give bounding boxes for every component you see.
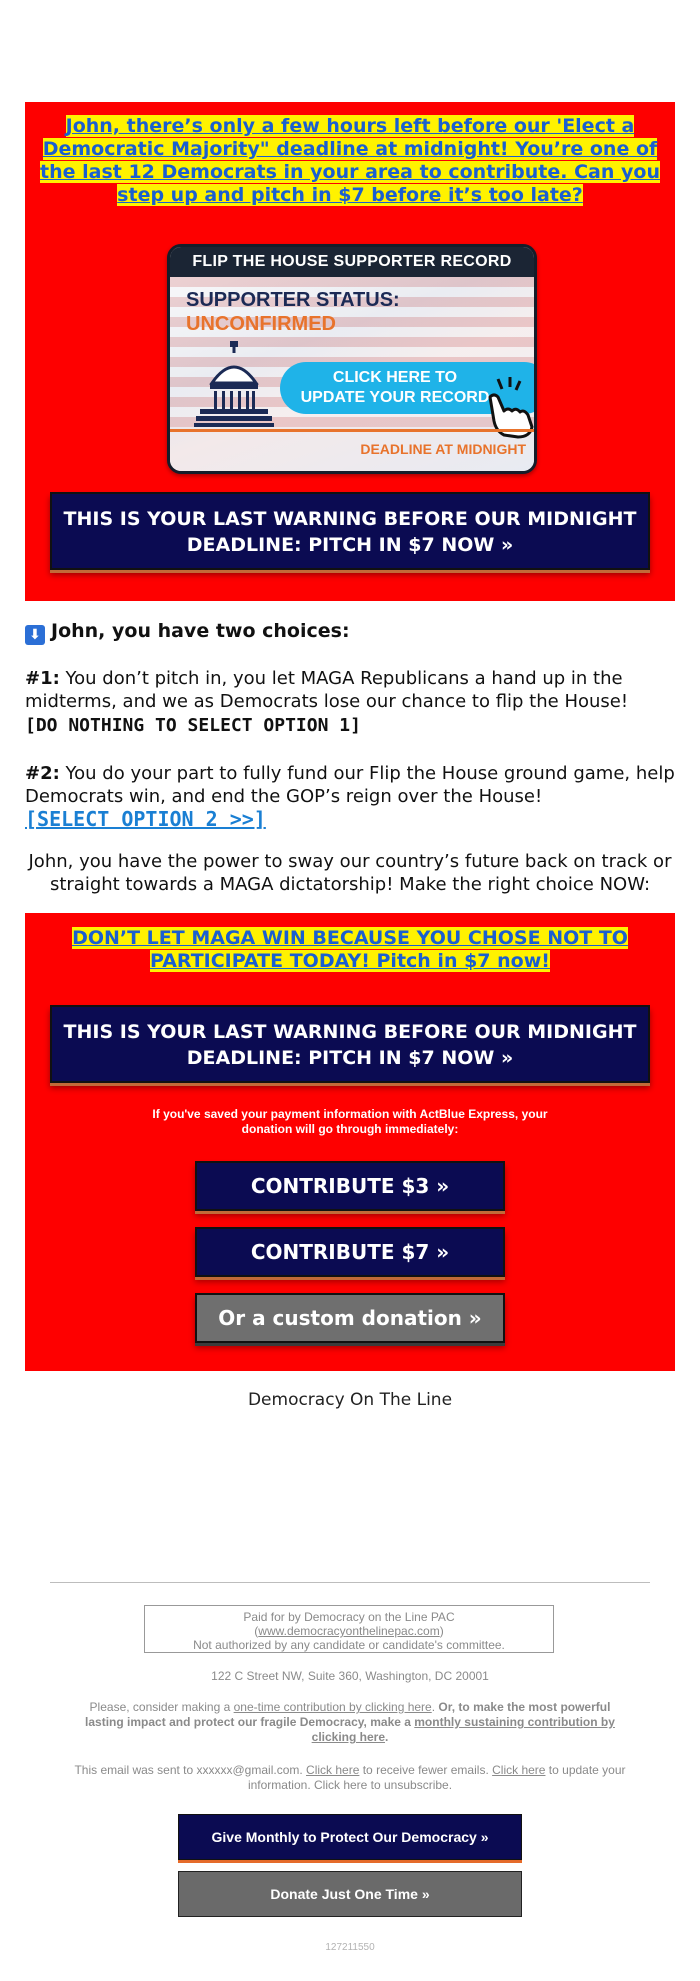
paid-line1: Paid for by Democracy on the Line PAC [243, 1610, 455, 1624]
paid-open: ( [254, 1624, 259, 1638]
warning-line1: THIS IS YOUR LAST WARNING BEFORE OUR MIDNIGHT [63, 508, 637, 530]
option-2-label: #2: [25, 763, 60, 784]
custom-donation-button[interactable]: Or a custom donation » [195, 1293, 505, 1343]
note-line2: donation will go through immediately: [241, 1122, 459, 1136]
hero-headline-link[interactable] [40, 115, 660, 207]
cta-line2: UPDATE YOUR RECORD [300, 389, 490, 406]
bottom-headline-text[interactable]: DON’T LET MAGA WIN BECAUSE YOU CHOSE NOT TO PARTICIPATE TODAY! Pitch in $7 now! [72, 927, 628, 972]
give-monthly-button[interactable]: Give Monthly to Protect Our Democracy » [178, 1814, 522, 1860]
card-body [170, 277, 534, 471]
supporter-status-label: SUPPORTER STATUS: [186, 289, 400, 311]
update-info-link[interactable]: Click here [492, 1763, 546, 1777]
option-1-body: You don’t pitch in, you let MAGA Republicans a hand up in the midterms, and we as Democrats lose our chance to flip the House! [25, 668, 629, 712]
option-1-select: [DO NOTHING TO SELECT OPTION 1] [25, 715, 361, 736]
option-2-text [25, 762, 675, 808]
donation-panel [25, 913, 675, 1371]
one-time-contribution-link[interactable]: one-time contribution by clicking here [233, 1700, 432, 1714]
mailing-address: 122 C Street NW, Suite 360, Washington, DC 20001 [211, 1669, 489, 1683]
card-header: FLIP THE HOUSE SUPPORTER RECORD [170, 247, 534, 277]
consider-text [70, 1700, 630, 1745]
pac-website-link[interactable]: www.democracyonthelinepac.com [258, 1624, 440, 1638]
hero-headline-text[interactable]: John, there’s only a few hours left before our 'Elect a Democratic Majority" deadline at midnight! You’re one of the last 12 Democrats in your area to contribute. Can you step up and pitch in $7 before it’s too late? [40, 115, 660, 206]
warning-line2-bottom: DEADLINE: PITCH IN $7 NOW » [186, 1047, 514, 1069]
contribute-7-button[interactable]: CONTRIBUTE $7 » [195, 1227, 505, 1277]
note-line1: If you've saved your payment information with ActBlue Express, your [152, 1107, 548, 1121]
last-warning-button-top[interactable] [50, 492, 650, 570]
warning-line2: DEADLINE: PITCH IN $7 NOW » [186, 534, 514, 556]
capitol-icon [194, 341, 274, 429]
actblue-note [25, 1107, 675, 1137]
bottom-headline-link[interactable] [65, 927, 635, 973]
monthly-contribution-link[interactable]: monthly sustaining contribution by clicking here [311, 1715, 615, 1744]
card-divider [170, 429, 534, 432]
choices-title-text: John, you have two choices: [51, 620, 350, 642]
consider-bold: Or, to make the most powerful lasting impact and protect our fragile Democracy, make a [85, 1700, 611, 1729]
option-1-label: #1: [25, 668, 60, 689]
select-option-2-link[interactable]: [SELECT OPTION 2 >>] [25, 807, 266, 831]
paid-close: ) [439, 1624, 444, 1638]
footer-divider [50, 1582, 650, 1583]
contribute-3-button[interactable]: CONTRIBUTE $3 » [195, 1161, 505, 1211]
sent-1: This email was sent to xxxxxx@gmail.com. [74, 1763, 307, 1777]
fewer-emails-link[interactable]: Click here [306, 1763, 360, 1777]
sent-to-text [70, 1763, 630, 1793]
option-2-body: You do your part to fully fund our Flip the House ground game, help Democrats win, and end the GOP’s reign over the House! [25, 763, 675, 807]
down-arrow-icon: ⬇ [25, 625, 45, 645]
sent-3: to update your information. Click here to unsubscribe. [247, 1763, 626, 1792]
consider-1: Please, consider making a [89, 1700, 234, 1714]
supporter-status-value: UNCONFIRMED [186, 313, 336, 335]
donate-once-button[interactable]: Donate Just One Time » [178, 1871, 522, 1917]
warning-line1-bottom: THIS IS YOUR LAST WARNING BEFORE OUR MIDNIGHT [63, 1021, 637, 1043]
deadline-text: DEADLINE AT MIDNIGHT [360, 441, 526, 457]
supporter-record-card[interactable] [167, 244, 537, 474]
email-code: 127211550 [325, 1942, 375, 1953]
consider-2: . [431, 1700, 439, 1714]
cta-line1: CLICK HERE TO [332, 369, 458, 386]
paid-for-box [144, 1605, 554, 1653]
org-name: Democracy On The Line [247, 1390, 453, 1410]
last-warning-button-bottom[interactable] [50, 1005, 650, 1083]
closing-text: John, you have the power to sway our country’s future back on track or straight towards a MAGA dictatorship! Make the right choice NOW: [28, 851, 672, 895]
option-1-text [25, 667, 675, 713]
hero-panel [25, 102, 675, 601]
choices-title [25, 620, 675, 645]
paid-line3: Not authorized by any candidate or candidate's committee. [193, 1638, 505, 1652]
consider-end: . [385, 1730, 389, 1744]
sent-2: to receive fewer emails. [359, 1763, 493, 1777]
